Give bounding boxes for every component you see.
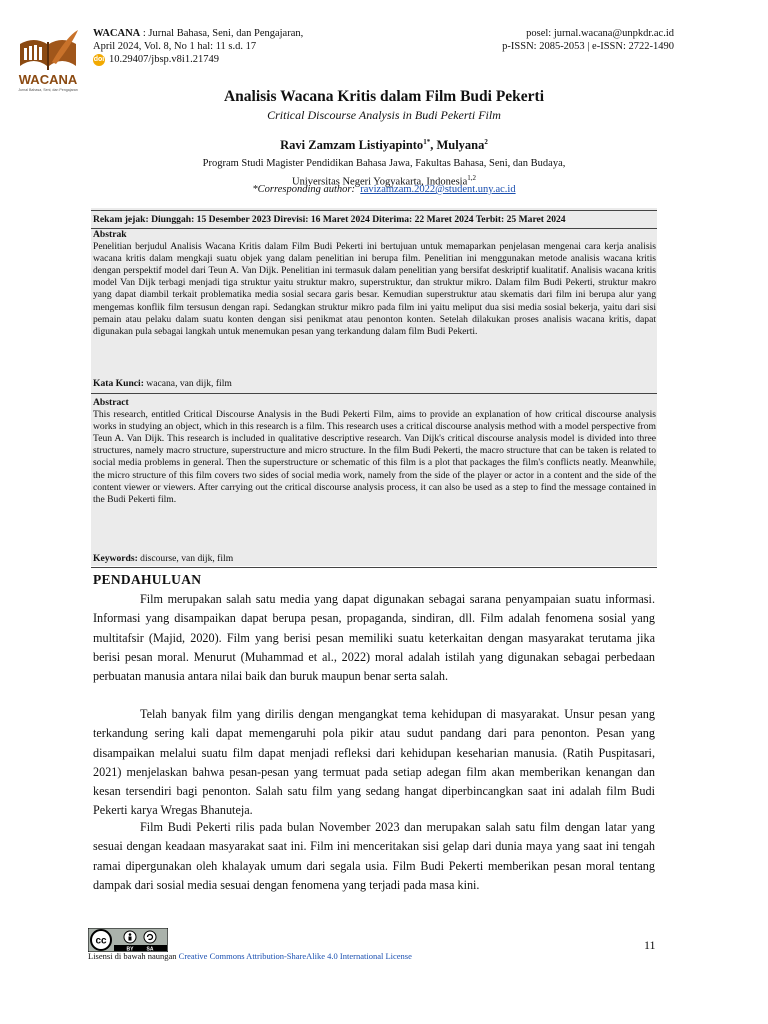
- corresponding-email-link[interactable]: ravizamzam.2022@student.uny.ac.id: [360, 184, 516, 195]
- license-prefix: Lisensi di bawah naungan: [88, 951, 179, 961]
- license-link[interactable]: Creative Commons Attribution-ShareAlike 4.0 International License: [178, 951, 412, 961]
- kata-kunci-values: wacana, van dijk, film: [143, 378, 232, 389]
- article-title: Analisis Wacana Kritis dalam Film Budi Pekerti: [223, 88, 545, 105]
- affiliation-line: Universitas Negeri Yogyakarta, Indonesia: [292, 176, 468, 188]
- corresponding-label: *Corresponding author:: [252, 184, 355, 195]
- author-name: Mulyana: [436, 138, 485, 153]
- keywords-values: discourse, van dijk, film: [137, 553, 234, 564]
- author-list: [0, 138, 768, 153]
- journal-name: WACANA: [93, 28, 141, 39]
- abstrak-heading: Abstrak: [93, 229, 127, 240]
- journal-header-right: [502, 27, 674, 53]
- abstract-section: [93, 397, 656, 506]
- author-separator: ,: [430, 138, 437, 153]
- section-heading: PENDAHULUAN: [93, 572, 202, 587]
- logo-wordmark: WACANA: [18, 72, 78, 87]
- sa-text: SA: [146, 946, 154, 952]
- journal-email[interactable]: posel: jurnal.wacana@unpkdr.ac.id: [526, 28, 674, 39]
- kata-kunci-label: Kata Kunci:: [93, 378, 144, 389]
- license-note: [88, 951, 412, 961]
- keywords-label: Keywords:: [93, 553, 138, 564]
- author-name: Ravi Zamzam Listiyapinto: [280, 138, 424, 153]
- kata-kunci: [93, 378, 232, 389]
- abstrak-section: [93, 229, 656, 338]
- affiliation-mark: 1,2: [467, 174, 476, 182]
- issn-info: p-ISSN: 2085-2053 | e-ISSN: 2722-1490: [502, 41, 674, 52]
- abstract-heading: Abstract: [93, 397, 129, 408]
- issue-info: April 2024, Vol. 8, No 1 hal: 11 s.d. 17: [93, 41, 257, 52]
- by-text: BY: [126, 946, 134, 952]
- page-number: 11: [644, 938, 656, 952]
- body-paragraph: Film Budi Pekerti rilis pada bulan November 2023 dan merupakan salah satu film dengan latar yang sesuai dengan keadaan masyarakat saat ini. Film ini menceritakan sisi gelap dari dunia maya yang saat ini tengah ramai dipergunakan oleh khalayak umum dari segala usia. Film Budi Pekerti memberikan pesan moral tentang dampak dari sosial media sesuai dengan fenomena yang terjadi pada masa kini.: [93, 820, 655, 892]
- abstrak-text: Penelitian berjudul Analisis Wacana Kritis dalam Film Budi Pekerti ini bertujuan untuk memaparkan penjelasan mengenai cara kerja analisis wacana kritis dalam mengkaji suatu objek yang dalam penelitian ini berupa film. Penelitian ini menggunakan metode analisis wacana kritis dengan perspektif model dari Teun A. Van Dijk. Penelitian ini termasuk dalam penelitian yang bersifat deskriptif kualitatif. Analisis wacana kritis model Van Dijk terbagi menjadi tiga struktur yaitu struktur makro, superstruktur, dan struktur mikro. Dalam film Budi Pekerti, struktur makro yang dapat diambil terkait problematika media sosial secara garis besar. Kemudian superstruktur atau skematis dari film ini berupa alur yang mengemas konflik film tersusun dengan rapi. Sedangkan struktur mikro pada film ini yaitu meliput dua sisi media sosial bekerja, yaitu dari sisi pemain atau pelaku dalam suatu konten dengan sisi penikmat atau penonton konten. Setelah dilakukan proses analisis wacana kritis, dapat digunakan pula sebagai langkah untuk menemukan pesan yang terkandung dalam film Budi Pekerti.: [93, 241, 656, 337]
- doi-link[interactable]: 10.29407/jbsp.v8i1.21749: [109, 54, 219, 65]
- cc-license-badge[interactable]: [88, 928, 168, 952]
- affiliation-line: Program Studi Magister Pendidikan Bahasa Jawa, Fakultas Bahasa, Seni, dan Budaya,: [202, 158, 566, 169]
- body-paragraph: Telah banyak film yang dirilis dengan mengangkat tema kehidupan di masyarakat. Unsur pesan yang terkandung sering kali dapat memengaruhi pola pikir atau sudut pandang dari para penonton. Pesan yang disampaikan melalui suatu film dapat menjadi refleksi dari kehidupan keseharian manusia. (Ratih Puspitasari, 2021) menjelaskan bahwa pesan-pesan yang termuat pada setiap adegan film akan memberikan kenangan dan kesan tersendiri bagi penonton. Salah satu film yang sedang hangat diperbincangkan saat ini adalah film Budi Pekerti karya Wregas Bhanuteja.: [93, 707, 655, 818]
- corresponding-author: [0, 184, 768, 195]
- divider: [91, 567, 657, 568]
- article-history: Rekam jejak: Diunggah: 15 Desember 2023 Direvisi: 16 Maret 2024 Diterima: 22 Maret 2024 Terbit: 25 Maret 2024: [91, 210, 657, 229]
- author-affil-mark: 1*: [423, 138, 431, 146]
- body-paragraph: Film merupakan salah satu media yang dapat digunakan sebagai sarana penyampaian suatu informasi. Informasi yang disampaikan dapat berupa pesan, propaganda, sindiran, dll. Film adalah fenomena sosial yang multitafsir (Majid, 2020). Film yang berisi pesan memiliki suatu keterkaitan dengan masyarakat terutama jika berisi pesan moral. Menurut (Muhammad et al., 2022) moral adalah istilah yang digunakan sebagai perbedaan perbuatan manusia antara nilai baik dan buruk maupun benar serta salah.: [93, 592, 655, 684]
- abstract-text: This research, entitled Critical Discourse Analysis in the Budi Pekerti Film, aims to provide an explanation of how critical discourse analysis works in studying an object, which in this research is a film. This research uses a critical discourse analysis method with a model perspective from Teun A. Van Dijk. This research is included in qualitative descriptive research. Van Dijk's critical discourse analysis model is divided into three structures, namely macro structure, superstructure and micro structure. In the film Budi Pekerti, the macro structure that can be taken is related to social media problems in general. Then the superstructure or schematic of this film is a plot that packages the film's conflicts neatly. Meanwhile, the micro structure of this film covers two sides of social media work, namely from the side of the player or actor in a content and the side of the content viewer or viewers. After carrying out the critical discourse analysis process, it can also be used as a step to find the message contained in the Budi Pekerti film.: [93, 409, 656, 505]
- author-affil-mark: 2: [484, 138, 488, 146]
- cc-by-sa-icon: [88, 928, 168, 952]
- doi-icon: doi: [93, 54, 105, 66]
- logo-tagline: Jurnal Bahasa, Seni, dan Pengajaran: [18, 88, 78, 92]
- journal-fullname: : Jurnal Bahasa, Seni, dan Pengajaran,: [140, 28, 304, 39]
- journal-header-left: [93, 27, 303, 66]
- keywords: [93, 553, 233, 564]
- article-subtitle: Critical Discourse Analysis in Budi Pekerti Film: [267, 108, 501, 122]
- cc-text: cc: [95, 935, 107, 947]
- divider: [91, 393, 657, 394]
